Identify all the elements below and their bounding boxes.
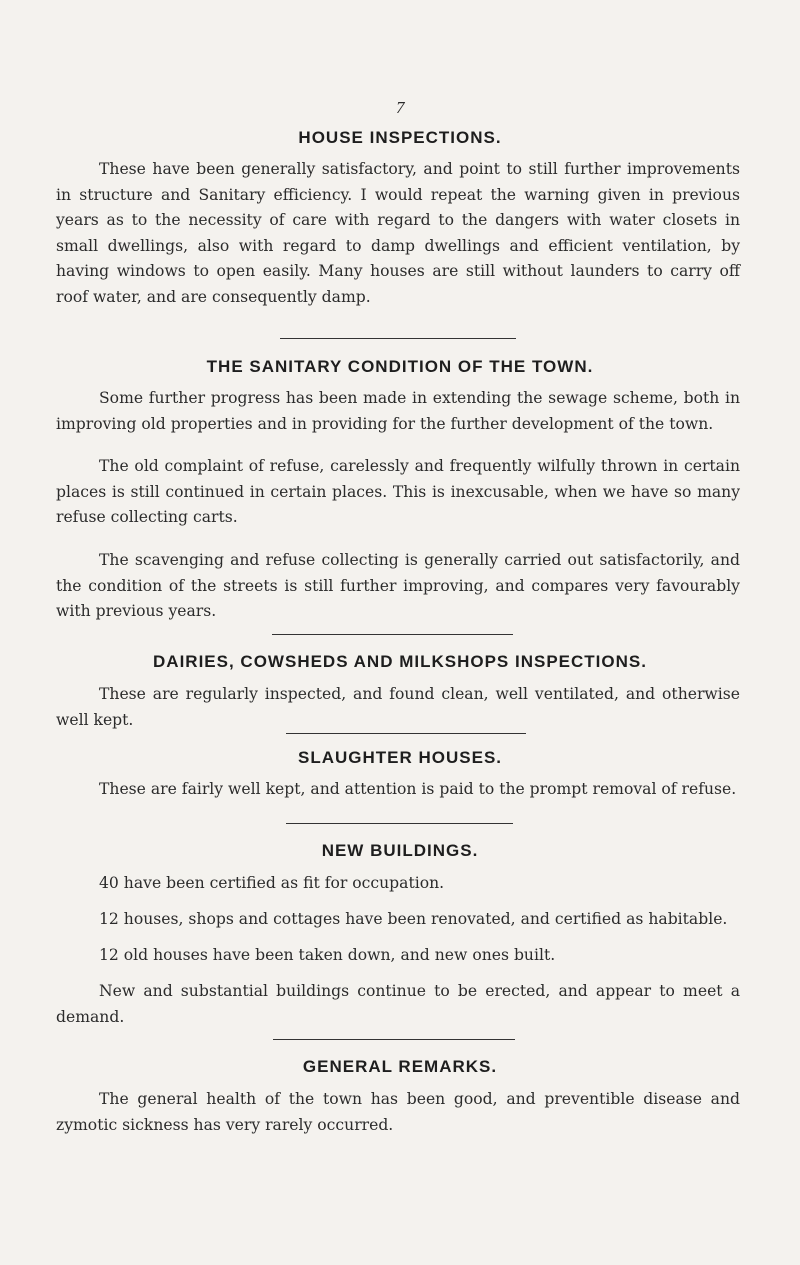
heading-house-inspections: HOUSE INSPECTIONS. [298, 128, 502, 147]
paragraph-taken-down: 12 old houses have been taken down, and new ones built. [99, 946, 556, 964]
heading-dairies: DAIRIES, COWSHEDS AND MILKSHOPS INSPECTIONS. [153, 652, 647, 671]
paragraph-general-remarks: The general health of the town has been good, and preventible disease and zymotic sickness has very rarely occurred. [56, 1090, 740, 1134]
heading-sanitary-condition: THE SANITARY CONDITION OF THE TOWN. [206, 357, 594, 376]
paragraph-refuse-complaint: The old complaint of refuse, carelessly and frequently wilfully thrown in certain places is still continued in certain places. This is inexcusable, when we have so many refuse collecting carts. [56, 457, 740, 526]
section-divider [286, 823, 513, 824]
paragraph-renovated: 12 houses, shops and cottages have been renovated, and certified as habitable. [99, 910, 728, 928]
paragraph-house-inspections: These have been generally satisfactory, and point to still further improvements in structure and Sanitary efficiency. I would repeat the warning given in previous years as to the necessity of care with regard to the dangers with water closets in small dwellings, also with regard to damp dwellings and efficient ventilation, by having windows to open easily. Many houses are still without launders to carry off roof water, and are consequently damp. [56, 160, 740, 306]
heading-general-remarks: GENERAL REMARKS. [302, 1057, 498, 1076]
paragraph-new-buildings: New and substantial buildings continue to be erected, and appear to meet a demand. [56, 982, 740, 1026]
section-divider [280, 338, 516, 339]
section-divider [273, 1039, 515, 1040]
page-number: 7 [396, 98, 405, 117]
paragraph-scavenging: The scavenging and refuse collecting is generally carried out satisfactorily, and the condition of the streets is still further improving, and compares very favourably with previous years. [56, 551, 740, 620]
heading-new-buildings: NEW BUILDINGS. [321, 841, 479, 860]
paragraph-certified: 40 have been certified as fit for occupation. [99, 874, 445, 892]
paragraph-sewage-progress: Some further progress has been made in extending the sewage scheme, both in improving old properties and in providing for the further development of the town. [56, 389, 740, 433]
section-divider [286, 733, 526, 734]
section-divider [272, 634, 513, 635]
paragraph-dairies: These are regularly inspected, and found clean, well ventilated, and otherwise well kept. [56, 685, 740, 729]
heading-slaughter-houses: SLAUGHTER HOUSES. [297, 748, 503, 767]
paragraph-slaughter-houses: These are fairly well kept, and attention is paid to the prompt removal of refuse. [99, 780, 737, 798]
